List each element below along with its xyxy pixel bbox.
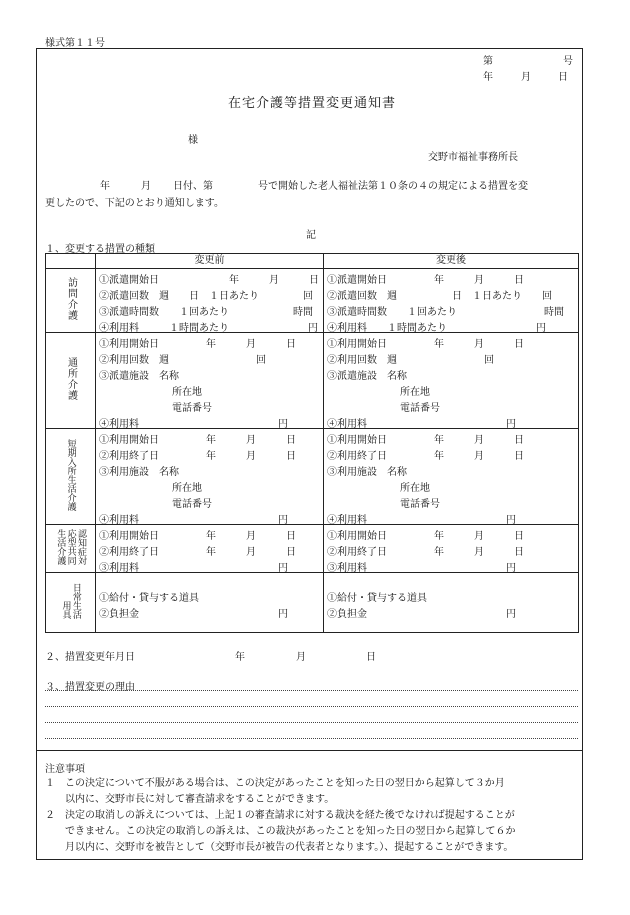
doc-date-day: 日: [558, 72, 568, 83]
tanki-after: ①利用開始日 年 月 日 ②利用終了日 年 月 日 ③利用施設 名称 所在地 電話番号 ④利用料 円: [324, 429, 579, 525]
tsusho-after: ①利用開始日 年 月 日 ②利用回数 週 回 ③派遣施設 名称 所在地 電話番号 ④利用料 円: [324, 333, 579, 429]
reason-line-2: [45, 706, 578, 707]
addressee-suffix: 様: [188, 135, 198, 146]
doc-no-dai: 第: [483, 56, 493, 67]
body-year: 年: [100, 181, 110, 192]
section1-heading: １、変更する措置の種類: [45, 244, 155, 255]
reason-line-4: [45, 738, 578, 739]
form-number: 様式第１１号: [45, 38, 105, 49]
section2-heading: ２、措置変更年月日: [45, 652, 135, 663]
doc-date-month: 月: [521, 72, 531, 83]
section3-heading: ３、措置変更の理由: [45, 682, 135, 693]
col-header-before: 変更前: [96, 254, 324, 269]
measures-table: [45, 253, 579, 633]
houmon-after: ①派遣開始日 年 月 日 ②派遣回数 週 日 １日あたり 回 ③派遣時間数 １回あたり 時間 ④利用料 １時間あたり 円: [324, 269, 579, 333]
row-label-houmon: 訪問介護: [46, 269, 96, 333]
houmon-before: ①派遣開始日 年 月 日 ②派遣回数 週 日 １日あたり 回 ③派遣時間数 １回あたり 時間 ④利用料 １時間あたり 円: [96, 269, 324, 333]
doc-date-year: 年: [483, 72, 493, 83]
ninchi-after: ①利用開始日 年 月 日 ②利用終了日 年 月 日 ③利用料 円: [324, 525, 579, 573]
ki-label: 記: [306, 230, 316, 241]
ninchi-before: ①利用開始日 年 月 日 ②利用終了日 年 月 日 ③利用料 円: [96, 525, 324, 573]
body-month: 月: [141, 181, 151, 192]
yogu-after: ①給付・貸与する道具 ②負担金 円: [324, 573, 579, 633]
col-header-after: 変更後: [324, 254, 579, 269]
section2-day: 日: [366, 652, 376, 663]
row-label-tsusho: 通所介護: [46, 333, 96, 429]
notes-divider: [36, 750, 583, 751]
row-label-ninchi: 生活介護応型共同認知症対: [46, 525, 96, 573]
corner-cell: [46, 254, 96, 269]
yogu-before: ①給付・貸与する道具 ②負担金 円: [96, 573, 324, 633]
page-title: 在宅介護等措置変更通知書: [228, 96, 397, 111]
row-label-tanki: 短期入所生活介護: [46, 429, 96, 525]
notes-title: 注意事項: [45, 764, 85, 775]
tanki-before: ①利用開始日 年 月 日 ②利用終了日 年 月 日 ③利用施設 名称 所在地 電話番号 ④利用料 円: [96, 429, 324, 525]
reason-line-1: [45, 690, 578, 691]
body-day: 日付、第: [173, 181, 213, 192]
row-label-yogu: 用具日常生活: [46, 573, 96, 633]
section2-year: 年: [235, 652, 245, 663]
doc-no-go: 号: [563, 56, 573, 67]
tsusho-before: ①利用開始日 年 月 日 ②利用回数 週 回 ③派遣施設 名称 所在地 電話番号 ④利用料 円: [96, 333, 324, 429]
note-1: １ この決定について不服がある場合は、この決定があったことを知った日の翌日から起算して３か月 以内に、交野市長に対して審査請求をすることができます。: [45, 778, 505, 805]
note-2: ２ 決定の取消しの訴えについては、上記１の審査請求に対する裁決を経た後でなければ提起することが できません。この決定の取消しの訴えは、この裁決があったことを知った日の翌日から起算して６か 月以内に、交野市を被告として（交野市長が被告の代表者となります。）、提起することができます。: [45, 810, 516, 853]
body-line2: 更したので、下記のとおり通知します。: [45, 198, 224, 209]
reason-line-3: [45, 722, 578, 723]
section2-month: 月: [296, 652, 306, 663]
body-line1-rest: 号で開始した老人福祉法第１０条の４の規定による措置を変: [258, 181, 528, 192]
issuer: 交野市福祉事務所長: [428, 152, 518, 163]
